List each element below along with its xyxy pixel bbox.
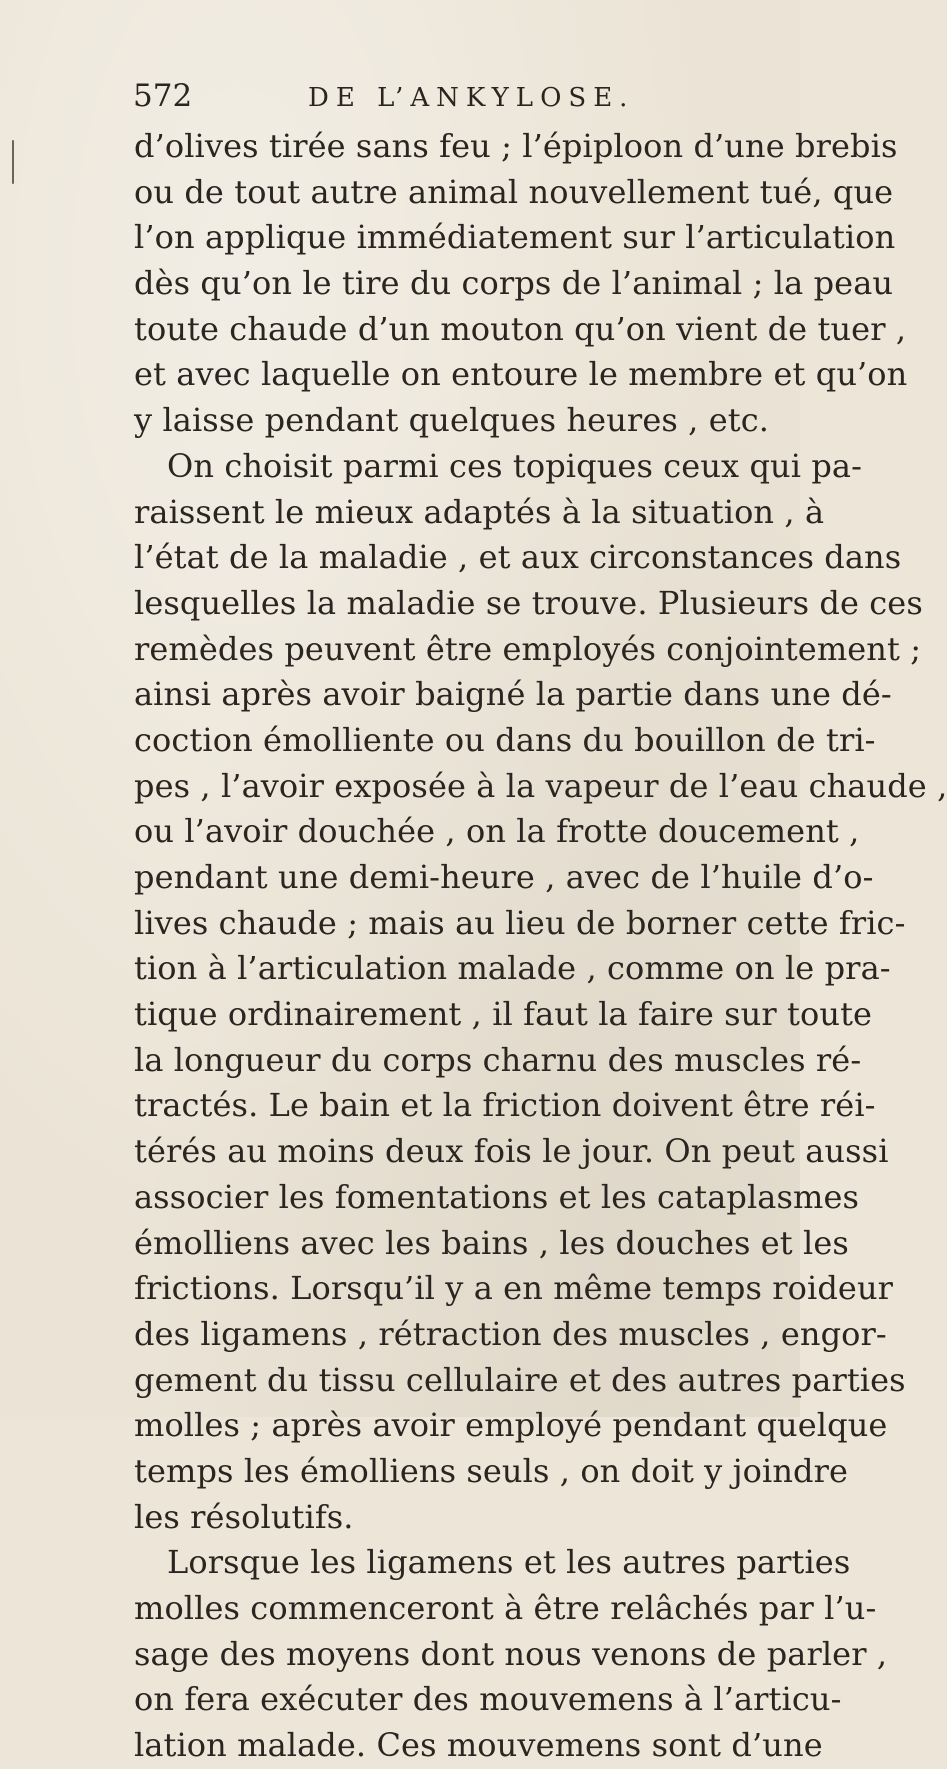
text-line: toute chaude d’un mouton qu’on vient de tuer ,: [134, 309, 907, 348]
text-line: émolliens avec les bains , les douches et les: [134, 1223, 849, 1262]
text-line: l’état de la maladie , et aux circonstances dans: [134, 538, 902, 577]
text-line: coction émolliente ou dans du bouillon de tri-: [134, 720, 876, 759]
text-line: d’olives tirée sans feu ; l’épiploon d’une brebis: [134, 127, 898, 165]
text-line: associer les fomentations et les cataplasmes: [134, 1177, 860, 1216]
text-line: lesquelles la maladie se trouve. Plusieurs de ces: [134, 583, 923, 622]
text-line: des ligamens , rétraction des muscles , engor-: [134, 1314, 887, 1353]
text-line: on fera exécuter des mouvemens à l’articu-: [134, 1680, 842, 1719]
text-line: pes , l’avoir exposée à la vapeur de l’eau chaude ,: [134, 766, 947, 805]
text-line: ou de tout autre animal nouvellement tué, que: [134, 172, 894, 211]
text-line: molles commenceront à être relâchés par l’u-: [134, 1589, 877, 1627]
paragraph-end-line: les résolutifs.: [134, 1497, 354, 1536]
text-line: ainsi après avoir baigné la partie dans une dé-: [134, 675, 892, 714]
text-line: frictions. Lorsqu’il y a en même temps roideur: [134, 1269, 894, 1308]
text-line: temps les émolliens seuls , on doit y joindre: [134, 1451, 849, 1490]
text-line: lation malade. Ces mouvemens sont d’une: [134, 1726, 823, 1765]
text-line: pendant une demi-heure , avec de l’huile d’o-: [134, 858, 874, 896]
running-title: DE L’ANKYLOSE.: [308, 83, 635, 113]
text-line: molles ; après avoir employé pendant quelque: [134, 1406, 888, 1445]
text-line: raissent le mieux adaptés à la situation , à: [134, 492, 825, 531]
text-line: ou l’avoir douchée , on la frotte doucement ,: [134, 812, 860, 851]
text-line: tion à l’articulation malade , comme on le pra-: [134, 949, 891, 988]
text-line: térés au moins deux fois le jour. On peut aussi: [134, 1132, 889, 1171]
text-line: sage des moyens dont nous venons de parler ,: [134, 1634, 888, 1673]
paragraph-start-line: Lorsque les ligamens et les autres parties: [167, 1543, 851, 1582]
text-line: tique ordinairement , il faut la faire sur toute: [134, 995, 873, 1034]
text-line: tractés. Le bain et la friction doivent être réi-: [134, 1086, 876, 1125]
text-line: la longueur du corps charnu des muscles ré-: [134, 1040, 862, 1079]
text-line: lives chaude ; mais au lieu de borner cette fric-: [134, 903, 906, 942]
text-line: et avec laquelle on entoure le membre et qu’on: [134, 355, 908, 394]
text-line: remèdes peuvent être employés conjointement ;: [134, 629, 922, 668]
text-line: l’on applique immédiatement sur l’articulation: [134, 218, 896, 257]
text-line: gement du tissu cellulaire et des autres parties: [134, 1360, 906, 1399]
body-text: [134, 124, 947, 1769]
text-line: dès qu’on le tire du corps de l’animal ; la peau: [134, 264, 894, 303]
margin-mark: [12, 140, 14, 184]
page-number: 572: [133, 78, 193, 114]
paragraph-end-line: y laisse pendant quelques heures , etc.: [134, 401, 769, 440]
running-head: [133, 76, 773, 116]
paragraph-start-line: On choisit parmi ces topiques ceux qui pa-: [167, 446, 863, 485]
